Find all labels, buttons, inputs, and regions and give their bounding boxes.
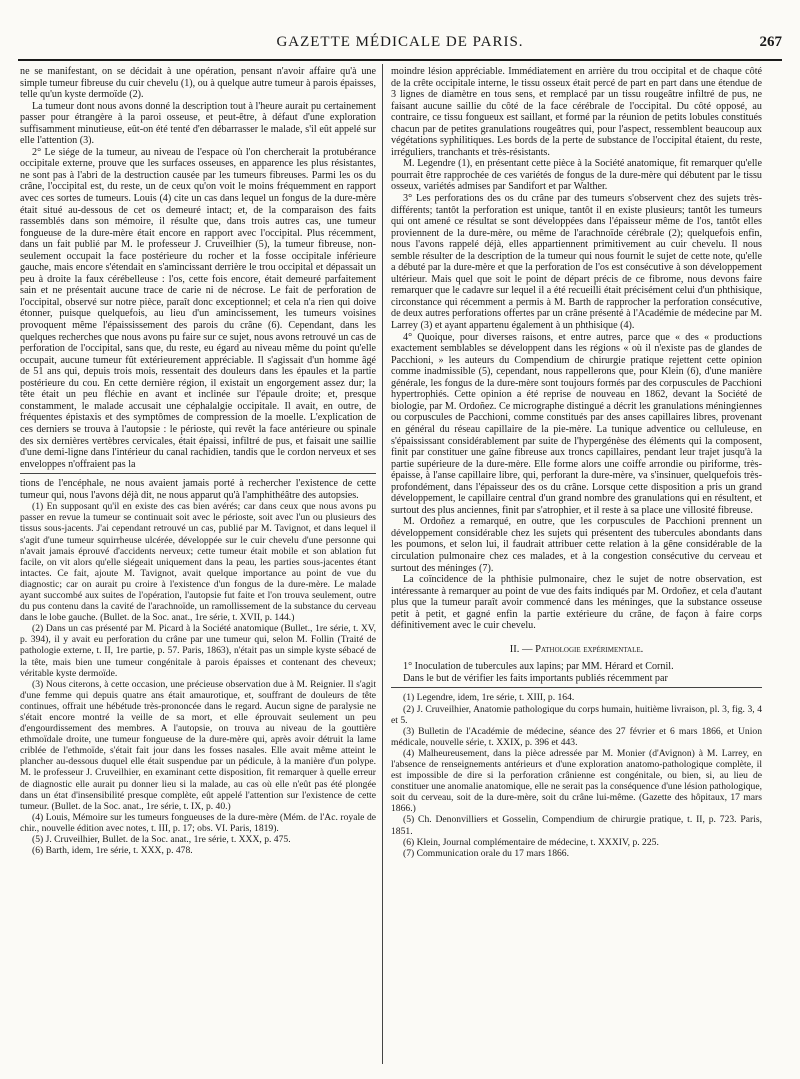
right-column	[391, 66, 762, 859]
paragraph: M. Legendre (1), en présentant cette pièce à la Société anatomique, fit remarquer qu'elle pourrait être rapprochée de ces variétés de fongus de la dure-mère qui débutent par le tissu osseux, variétés admises par Sandifort et par Walther.	[391, 158, 762, 193]
footnote: (5) J. Cruveilhier, Bullet. de la Soc. anat., 1re série, t. XXX, p. 475.	[32, 834, 291, 846]
footnote: (4) Malheureusement, dans la pièce adressée par M. Monier (d'Avignon) à M. Larrey, en l'absence de renseignements antérieurs et d'une exploration anatomo-pathologique complète, il est impossible de dire si la perforation crânienne est congénitale, ou bien, si, au lieu de constituer une anomalie anatomique, elle ne serait pas la conséquence d'une lésion pathologique, soit du cerveau, soit de la dure-mère, soit du crâne lui-même. (Gazette des hôpitaux, 17 mars 1866.)	[391, 747, 762, 815]
paragraph: moindre lésion appréciable. Immédiatement en arrière du trou occipital et de chaque côté de la crête occipitale interne, le tissu osseux était percé de part en part dans une étendue de 3 lignes de diamètre en tous sens, et remplacé par un tissu rougeâtre infiltré de pus, ne faisant aucune saillie du côté de la face cérébrale de l'occipital. Du côté opposé, au contraire, ce tissu fongueux est saillant, et formé par la réunion de petits lobules constitués chacun par de petites granulations rougeâtres qui, pour l'aspect, ressemblent beaucoup aux végétations syphilitiques. Les bords de la perte de substance de l'occipital étaient, du reste, irréguliers, tranchants et très-résistants.	[391, 66, 762, 158]
footnote: (3) Nous citerons, à cette occasion, une précieuse observation due à M. Reignier. Il s'agit d'une femme qui depuis quatre ans était amaurotique, et, souffrant de douleurs de tête continues, offrait une hébétude très-prononcée dans le regard. Aucun signe de paralysie ne s'était encore montré la veille de sa mort, et elle éprouvait seulement un peu d'engourdissement des membres. A l'autopsie, on trouva au niveau de la gouttière ethmoïdale droite, une tumeur fongueuse de la dure-mère qui, après avoir détruit la lame criblée de l'ethmoïde, s'était fait jour dans les fosses nasales. Elle avait même atteint le plancher au-dessous duquel elle était suspendue par un pédicule, à la manière d'un polype. M. le professeur J. Cruveilhier, en examinant cette disposition, fit remarquer à quelle erreur de diagnostic elle aurait pu donner lieu si la malade, au cas où elle n'eût pas été plongée dans un état d'insensibilité presque complète, eût appelé l'attention sur l'existence de cette tumeur. (Bullet. de la Soc. anat., 1re série, t. IX, p. 40.)	[20, 678, 376, 812]
left-column	[20, 66, 376, 856]
paragraph: 2° Le siége de la tumeur, au niveau de l'espace où l'on chercherait la protubérance occipitale externe, prouve que les surfaces osseuses, en apparence les plus résistantes, ne sont pas à l'abri de la destruction causée par les tumeurs fibreuses. Parmi les os du crâne, l'occipital est, du reste, un de ceux qu'on voit le moins fréquemment en rapport avec ces sortes de tumeurs. Louis (4) cite un cas dans lequel un fongus de la dure-mère était situé au-dessous de cet os demeuré intact; et, de la comparaison des faits rassemblés dans son mémoire, il résulte que, dans trois autres cas, une tumeur fongueuse de la dure-mère était encore en rapport avec l'occipital. Plus récemment, dans un fait publié par M. le professeur J. Cruveilhier (5), la tumeur fibreuse, non-seulement occupait la face postérieure du rocher et la fosse occipitale inférieure gauche, mais encore s'étendait en s'amincissant derrière le trou occipital et dépassait un peu à droite la faux cérébelleuse : l'os, cette fois encore, était demeuré parfaitement sain et ne présentait aucune trace de carie ni de nécrose. Le fait de perforation de l'occipital, observé sur notre pièce, paraît donc exceptionnel; et cela n'a rien qui doive étonner, puisque quelquefois, au lieu d'un amincissement, les tumeurs voisines provoquent même l'épaississement des parois du crâne (6). Cependant, dans les quelques recherches que nous avons pu faire sur ce sujet, nous avons retrouvé un cas de perforation de l'occipital, sans que, du reste, eu égard au niveau même du point qu'elle occupait, aucune tumeur fût extérieurement appréciable. Il s'agissait d'un homme âgé de 51 ans qui, depuis trois mois, ressentait des douleurs dans les épaules et la partie postérieure du cou. En cette dernière région, il existait un engorgement assez dur; la tête était un peu fléchie en avant et inclinée sur l'épaule droite; et, presque constamment, le malade accusait une céphalalgie occipitale. Il avait, en outre, de fréquentes épistaxis et des symptômes de compression de la moelle. L'explication de ces derniers se trouva à l'autopsie : le périoste, qui revêt la face antérieure ou spinale des six dernières vertèbres cervicales, était épaissi, infiltré de pus, et faisait une saillie d'une demi-ligne dans l'intérieur du canal rachidien, tandis que le cordon nerveux et ses enveloppes n'offraient pas la	[20, 146, 376, 470]
paragraph: 3° Les perforations des os du crâne par des tumeurs s'observent chez des sujets très-différents; tantôt la perforation est unique, tantôt il en existe plusieurs; tantôt les tumeurs qui ont amené ce résultat se sont développées dans l'épaisseur même de l'os, tantôt elles proviennent de la dure-mère, ou même de l'arachnoïde cérébrale (2); quelquefois enfin, nous l'avons rappelé déjà, elles appartiennent primitivement au cuir chevelu. Il nous semble résulter de la description de la tumeur qui nous fournit le sujet de cette note, qu'elle a débuté par la dure-mère et que la perforation de l'os est consécutive à son développement ultérieur. Mais quel que soit le point de départ précis de ce fibrome, nous devons faire remarquer que le cadavre sur lequel il a été recueilli était précisément celui d'un phthisique, circonstance qui récemment a permis à M. Barth de rapprocher la perforation consécutive, de deux autres perforations offertes par un crâne présenté à l'Académie de médecine par M. Larrey (3) et ayant appartenu également à un phthisique (4).	[391, 193, 762, 332]
footnote: (1) Legendre, idem, 1re série, t. XIII, p. 164.	[403, 692, 575, 704]
paragraph: tions de l'encéphale, ne nous avaient jamais porté à rechercher l'existence de cette tumeur qui, nous l'avons déjà dit, ne nous apparut qu'à l'amphithéâtre des autopsies.	[20, 478, 376, 501]
paragraph: La coïncidence de la phthisie pulmonaire, chez le sujet de notre observation, est intéressante à remarquer au point de vue des faits indiqués par M. Ordoñez, et cela d'autant plus que la tumeur paraît avoir commencé dans les méninges, que la substance osseuse petit à petit, et gagné enfin la partie extérieure du crâne, de façon à faire corps définitivement avec le cuir chevelu.	[391, 574, 762, 632]
footnote: (6) Barth, idem, 1re série, t. XXX, p. 478.	[32, 845, 193, 857]
page-header	[18, 34, 782, 56]
footnote: (7) Communication orale du 17 mars 1866.	[403, 847, 569, 859]
footnotes	[391, 692, 762, 858]
paragraph: 4° Quoique, pour diverses raisons, et entre autres, parce que « des « productions exactement semblables se développent dans les régions « où il n'existe pas de glandes de Pacchioni, » les auteurs du Compendium de chirurgie pratique rejettent cette opinion comme inadmissible (5), cependant, nous rappellerons que, pour Klein (6), d'une manière générale, les fongus de la dure-mère sont toujours formés par des corpuscules de Pacchioni hypertrophiés. Cette opinion a été reprise de nouveau en 1862, devant la Société de biologie, par M. Ordoñez. Ce micrographe distingué a décrit les granulations méningiennes ou corpuscules de Pacchioni, comme constitués par des anses capillaires libres, provenant en général du réseau capillaire de la pie-mère. La tunique adventice ou celluleuse, en s'épaississant considérablement par suite de l'hypergénèse des éléments qui la composent, finit par constituer une gaîne fibreuse aux troncs capillaires, pendant leur trajet jusqu'à la partie supérieure de la dure-mère. Elle forme alors une coiffe arrondie ou piriforme, très-épaisse, à l'anse capillaire libre, qui, perforant la dure-mère, va s'insinuer, quelquefois très-profondément, dans l'épaisseur des os du crâne. Lorsque cette disposition a pris un grand développement, le capillaire central d'un grand nombre des granulations qui en résultent, et surtout des plus anciennes, finit par s'atrophier, et il reste à sa place une villosité fibreuse.	[391, 331, 762, 516]
column-divider	[382, 64, 383, 1064]
journal-title: GAZETTE MÉDICALE DE PARIS.	[276, 34, 524, 50]
text-rule	[391, 687, 762, 688]
footnote: (2) Dans un cas présenté par M. Picard à la Société anatomique (Bullet., 1re série, t. XV, p. 394), il y avait eu perforation du crâne par une tumeur qui, selon M. Follin (Traité de pathologie externe, t. II, 1re partie, p. 57. Paris, 1863), n'était pas un simple kyste sébacé de la tête, mais bien une tumeur congénitale à parois épaisses et contenant des cheveux; véritable kyste dermoïde.	[20, 623, 376, 679]
text-rule	[20, 473, 376, 474]
header-rule	[18, 59, 782, 61]
footnote: (1) En supposant qu'il en existe des cas bien avérés; car dans ceux que nous avons pu passer en revue la tumeur se continuait soit avec le périoste, soit avec l'un ou plusieurs des tissus sous-jacents. J'ai cependant retrouvé un cas, publié par M. Tavignot, et dans lequel il s'agit d'une tumeur squirrheuse ulcérée, développée sur le cuir chevelu d'une personne qui n'avait jamais éprouvé d'accidents nerveux; cette tumeur était mobile et son ablation fut facile, on vit alors qu'elle siégeait uniquement dans la peau, les parties sous-jacentes étant intactes. Ce fait, ajoute M. Tavignot, avait quelque importance au point de vue du diagnostic; car on aurait pu croire à l'existence d'un fongus de la dure-mère. Le malade ayant succombé aux suites de l'opération, l'autopsie fut faite et l'on trouva seulement, outre du pus contenu dans la cavité de l'arachnoïde, un ramollissement de la substance du cerveau dans le lobe gauche. (Bullet. de la Soc. anat., 1re série, t. XVII, p. 144.)	[20, 501, 376, 624]
paragraph: La tumeur dont nous avons donné la description tout à l'heure aurait pu certainement passer pour étrangère à la paroi osseuse, et peut-être, à défaut d'une exploration suffisamment minutieuse, eût-on été tenté d'en débarrasser le malade, s'il eût appelé sur elle l'attention (3).	[20, 100, 376, 147]
paragraph: ne se manifestant, on se décidait à une opération, pensant n'avoir affaire qu'à une simple tumeur fibreuse du cuir chevelu (1), ou à quelque autre tumeur à parois épaisses, telle qu'un kyste dermoïde (2).	[20, 66, 376, 101]
paragraph: M. Ordoñez a remarqué, en outre, que les corpuscules de Pacchioni prennent un développement considérable chez les sujets qui présentent des tubercules abondants dans les poumons, et selon lui, il faudrait attribuer cette relation à la gêne considérable de la circulation pulmonaire chez ces malades, et à la congestion consécutive du cerveau et surtout des méninges (7).	[391, 516, 762, 574]
footnote: (4) Louis, Mémoire sur les tumeurs fongueuses de la dure-mère (Mém. de l'Ac. royale de chir., nouvelle édition avec notes, t. III, p. 17; obs. VI. Paris, 1819).	[20, 811, 376, 834]
footnote: (3) Bulletin de l'Académie de médecine, séance des 27 février et 6 mars 1866, et Union médicale, nouvelle série, t. XXIX, p. 396 et 443.	[391, 725, 762, 748]
paragraph: Dans le but de vérifier les faits importants publiés récemment par	[403, 672, 668, 684]
subsection-title: 1° Inoculation de tubercules aux lapins; par MM. Hérard et Cornil.	[403, 661, 674, 673]
footnote: (5) Ch. Denonvilliers et Gosselin, Compendium de chirurgie pratique, t. II, p. 723. Paris, 1851.	[391, 814, 762, 837]
section-title: II. — Pathologie expérimentale.	[509, 643, 644, 655]
footnote: (6) Klein, Journal complémentaire de médecine, t. XXXIV, p. 225.	[403, 836, 659, 848]
footnote: (2) J. Cruveilhier, Anatomie pathologique du corps humain, huitième livraison, pl. 3, fig. 3, 4 et 5.	[391, 703, 762, 726]
footnotes	[20, 501, 376, 856]
page-number: 267	[759, 34, 782, 50]
